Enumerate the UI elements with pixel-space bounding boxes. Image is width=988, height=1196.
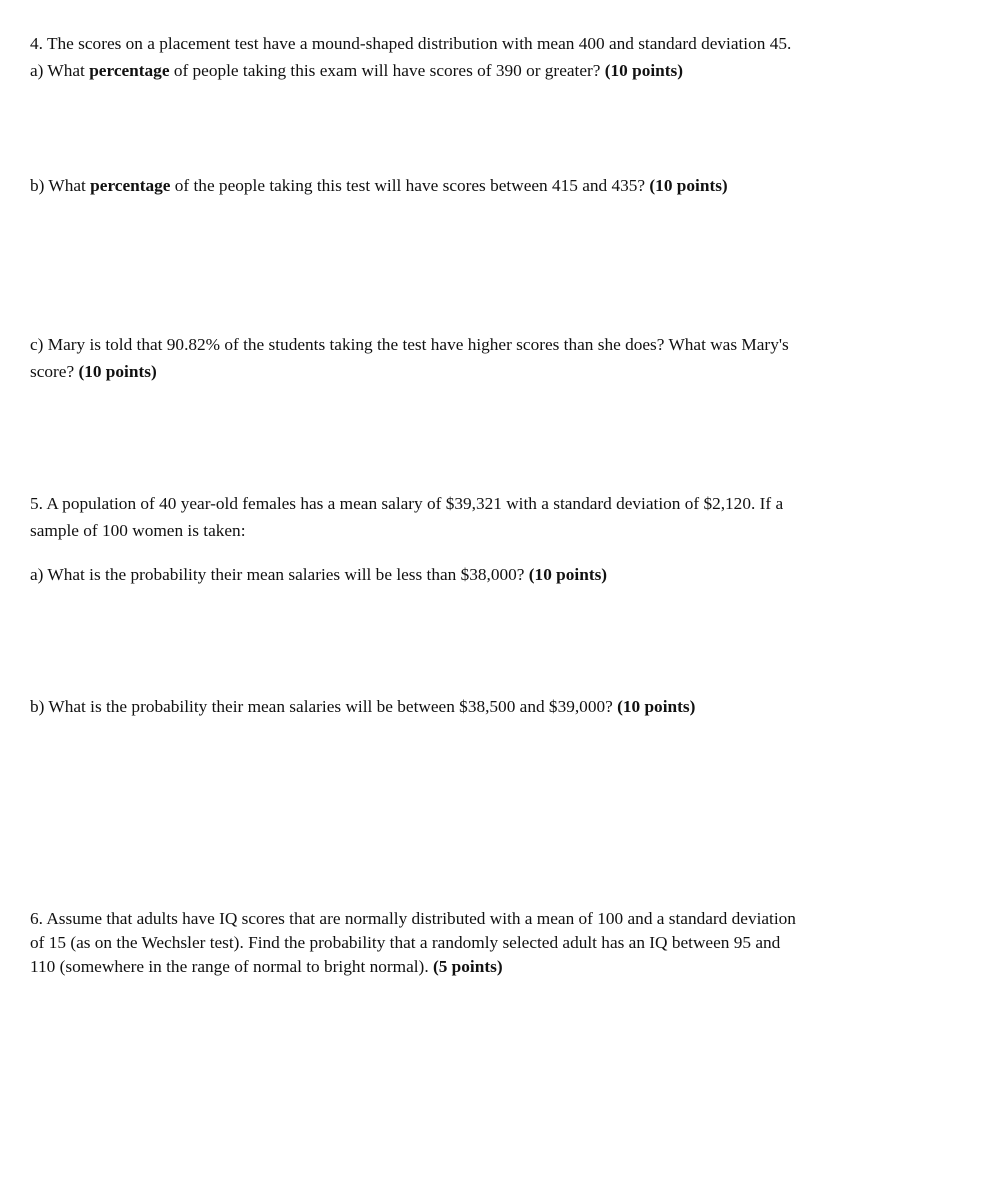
question-4a-emphasis: percentage <box>89 61 170 80</box>
question-4b <box>30 172 728 199</box>
question-6-line-3 <box>30 955 796 979</box>
question-4a-text-end: of people taking this exam will have scores of 390 or greater? <box>169 61 605 80</box>
question-5a <box>30 561 607 588</box>
question-4-text <box>30 30 791 84</box>
question-4a <box>30 57 791 84</box>
question-5a-text: a) What is the probability their mean salaries will be less than $38,000? <box>30 565 529 584</box>
question-4b-text-start: b) What <box>30 176 91 195</box>
question-6 <box>30 907 796 979</box>
question-5-intro <box>30 490 783 544</box>
question-5b <box>30 693 695 720</box>
question-6-text: 110 (somewhere in the range of normal to bright normal). <box>30 957 433 976</box>
question-4c-text: score? <box>30 362 79 381</box>
question-4-intro: 4. The scores on a placement test have a mound-shaped distribution with mean 400 and standard deviation 45. <box>30 34 792 53</box>
question-4c <box>30 331 789 385</box>
question-6-line-2: of 15 (as on the Wechsler test). Find the probability that a randomly selected adult has an IQ between 95 and <box>30 933 781 952</box>
question-4c-line-1: c) Mary is told that 90.82% of the students taking the test have higher scores than she does? What was Mary's <box>30 335 789 354</box>
question-4a-text-start: a) What <box>30 61 90 80</box>
question-4b-text-end: of the people taking this test will have scores between 415 and 435? <box>170 176 650 195</box>
question-5b-points: (10 points) <box>617 697 696 716</box>
question-4c-points: (10 points) <box>78 362 157 381</box>
question-4b-points: (10 points) <box>649 176 728 195</box>
question-5a-points: (10 points) <box>528 565 608 584</box>
question-4b-emphasis: percentage <box>90 176 171 195</box>
question-4c-line-2 <box>30 358 789 385</box>
question-5-intro-line-2: sample of 100 women is taken: <box>30 521 246 540</box>
question-4a-points: (10 points) <box>604 61 684 80</box>
question-5-intro-line-1: 5. A population of 40 year-old females has a mean salary of $39,321 with a standard deviation of $2,120. If a <box>30 494 784 513</box>
question-6-points: (5 points) <box>432 957 503 976</box>
question-5b-text: b) What is the probability their mean salaries will be between $38,500 and $39,000? <box>30 697 618 716</box>
question-6-line-1: 6. Assume that adults have IQ scores that are normally distributed with a mean of 100 and a standard deviation <box>30 909 796 928</box>
